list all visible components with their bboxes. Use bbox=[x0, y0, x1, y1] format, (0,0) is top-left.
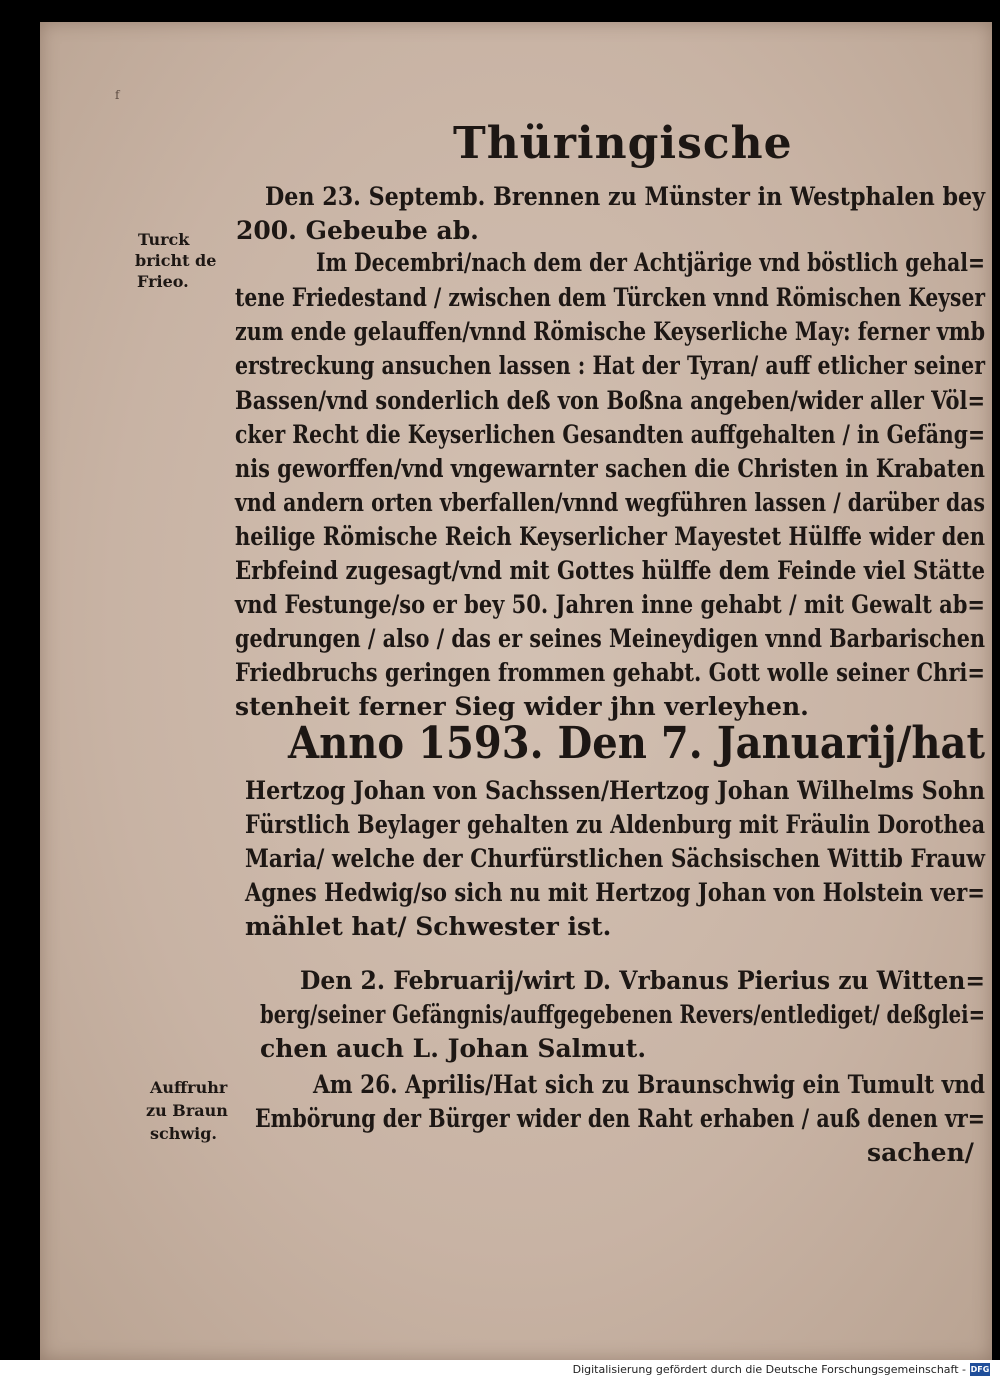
text-line: Erbfeind zugesagt/vnd mit Gottes hülffe dem Feinde viel Stätte bbox=[235, 556, 985, 585]
text-line: Bassen/vnd sonderlich deß von Boßna angeben/wider aller Völ= bbox=[235, 386, 985, 415]
margin-note: schwig. bbox=[150, 1124, 217, 1143]
text-line: Den 23. Septemb. Brennen zu Münster in Westphalen bey bbox=[265, 182, 985, 211]
text-line: mählet hat/ Schwester ist. bbox=[245, 912, 612, 941]
footer-bar bbox=[0, 1360, 1000, 1380]
margin-note: zu Braun bbox=[146, 1101, 228, 1120]
text-line: Friedbruchs geringen frommen gehabt. Gott wolle seiner Chri= bbox=[235, 658, 985, 687]
section-heading: Anno 1593. Den 7. Januarij/hat bbox=[288, 718, 985, 769]
dfg-logo: DFG bbox=[970, 1365, 990, 1374]
text-line: erstreckung ansuchen lassen : Hat der Tyran/ auff etlicher seiner bbox=[235, 351, 985, 380]
text-line: zum ende gelauffen/vnnd Römische Keyserliche May: ferner vmb bbox=[235, 317, 985, 346]
text-line: Agnes Hedwig/so sich nu mit Hertzog Johan von Holstein ver= bbox=[245, 878, 985, 907]
running-header: Thüringische bbox=[453, 118, 793, 169]
text-line: gedrungen / also / das er seines Meineydigen vnnd Barbarischen bbox=[235, 624, 985, 653]
text-line: vnd Festunge/so er bey 50. Jahren inne gehabt / mit Gewalt ab= bbox=[235, 590, 985, 619]
text-line: Am 26. Aprilis/Hat sich zu Braunschwig ein Tumult vnd bbox=[313, 1070, 985, 1099]
text-line: Maria/ welche der Churfürstlichen Sächsischen Wittib Frauw bbox=[245, 844, 985, 873]
footer-credit: Digitalisierung gefördert durch die Deutsche Forschungsgemeinschaft - bbox=[572, 1363, 966, 1376]
text-line: Embörung der Bürger wider den Raht erhaben / auß denen vr= bbox=[255, 1104, 985, 1133]
text-line: chen auch L. Johan Salmut. bbox=[260, 1034, 647, 1063]
text-line: nis geworffen/vnd vngewarnter sachen die Christen in Krabaten bbox=[235, 454, 985, 483]
text-line: Im Decembri/nach dem der Achtjärige vnd böstlich gehal= bbox=[316, 248, 985, 277]
catchword: sachen/ bbox=[867, 1138, 974, 1167]
page-mark: f bbox=[115, 88, 120, 102]
text-line: cker Recht die Keyserlichen Gesandten auffgehalten / in Gefäng= bbox=[235, 420, 985, 449]
margin-note: Auffruhr bbox=[150, 1078, 228, 1097]
text-line: tene Friedestand / zwischen dem Türcken vnnd Römischen Keyser bbox=[235, 283, 985, 312]
text-line: Fürstlich Beylager gehalten zu Aldenburg mit Fräulin Dorothea bbox=[245, 810, 985, 839]
margin-note: bricht de bbox=[135, 251, 217, 270]
margin-note: Frieo. bbox=[137, 272, 189, 291]
text-line: Hertzog Johan von Sachssen/Hertzog Johan Wilhelms Sohn bbox=[245, 776, 985, 805]
text-line: berg/seiner Gefängnis/auffgegebenen Revers/entlediget/ deßglei= bbox=[260, 1000, 985, 1029]
text-line: stenheit ferner Sieg wider jhn verleyhen. bbox=[235, 692, 809, 721]
text-line: heilige Römische Reich Keyserlicher Mayestet Hülffe wider den bbox=[235, 522, 985, 551]
text-line: 200. Gebeube ab. bbox=[236, 216, 479, 245]
text-line: vnd andern orten vberfallen/vnnd wegführen lassen / darüber das bbox=[235, 488, 985, 517]
text-line: Den 2. Februarij/wirt D. Vrbanus Pierius zu Witten= bbox=[300, 966, 985, 995]
margin-note: Turck bbox=[138, 230, 190, 249]
